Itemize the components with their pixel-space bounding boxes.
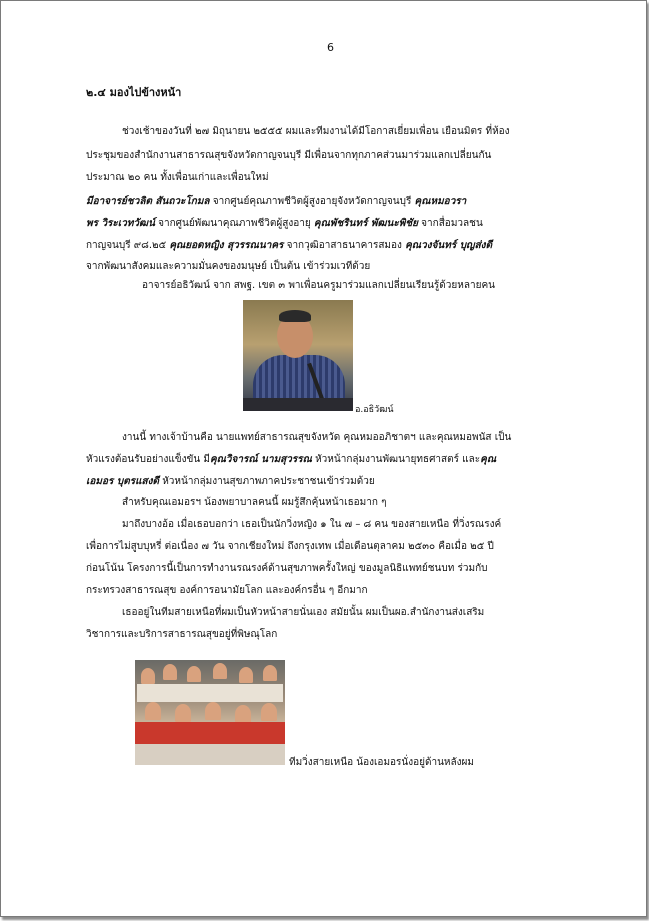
photo-person xyxy=(261,703,277,721)
person-name: คุณพัชรินทร์ พัฒนะพิชัย xyxy=(313,218,418,229)
person-name: คุณ xyxy=(480,454,497,465)
paragraph-line xyxy=(86,453,496,467)
paragraph-line xyxy=(86,195,466,209)
paragraph-line xyxy=(86,217,483,231)
photo-person xyxy=(263,665,277,681)
team-photo xyxy=(135,660,285,765)
text-run: จากวุฒิอาสาธนาคารสมอง xyxy=(283,240,406,251)
photo-person xyxy=(239,667,253,683)
paragraph-line: กระทรวงสาธารณสุข องค์การอนามัยโลก และองค์กรอื่น ๆ อีกมาก xyxy=(86,585,368,596)
section-heading: ๒.๔ มองไปข้างหน้า xyxy=(86,86,182,99)
speaker-photo xyxy=(243,300,353,411)
photo-person xyxy=(235,705,251,723)
photo-person xyxy=(213,663,227,679)
text-run: จากศูนย์คุณภาพชีวิตผู้สูงอายุจังหวัดกาญจนบุรี xyxy=(209,196,415,207)
person-name: คุณวงจันทร์ บุญส่งดี xyxy=(405,240,493,251)
text-run: จากศูนย์พัฒนาคุณภาพชีวิตผู้สูงอายุ xyxy=(154,218,314,229)
photo-table xyxy=(243,398,353,411)
text-run: กาญจนบุรี ๙๘.๒๕ xyxy=(86,240,170,251)
person-name: คุณยอดหญิง สุวรรณนาคร xyxy=(169,240,284,251)
photo-shirts xyxy=(137,684,283,702)
paragraph-line: ประมาณ ๒๐ คน ทั้งเพื่อนเก่าและเพื่อนใหม่ xyxy=(86,172,269,183)
paragraph-line: อาจารย์อธิวัฒน์ จาก สพฐ. เขต ๓ พาเพื่อนครูมาร่วมแลกเปลี่ยนเรียนรู้ด้วยหลายคน xyxy=(142,280,495,291)
photo-person xyxy=(175,704,191,722)
text-run: หัวแรงต้อนรับอย่างแข็งขัน มี xyxy=(86,454,210,465)
photo-caption: ทีมวิ่งสายเหนือ น้องเอมอรนั่งอยู่ด้านหลังผม xyxy=(289,757,474,768)
paragraph-line: งานนี้ ทางเจ้าบ้านคือ นายแพทย์สาธารณสุขจังหวัด คุณหมออภิชาตฯ และคุณหมอพนัส เป็น xyxy=(122,432,512,443)
photo-front-row xyxy=(135,744,285,765)
paragraph-line xyxy=(86,239,492,253)
paragraph-line: วิชาการและบริการสาธารณสุขอยู่ที่พิษณุโลก xyxy=(86,629,278,640)
paragraph-line: สำหรับคุณเอมอรฯ น้องพยาบาลคนนี้ ผมรู้สึกคุ้นหน้าเธอมาก ๆ xyxy=(122,497,387,508)
person-name: เอมอร บุตรแสงดี xyxy=(86,476,160,487)
photo-person xyxy=(187,666,201,682)
photo-caption: อ.อธิวัฒน์ xyxy=(355,405,394,415)
photo-person xyxy=(145,702,161,720)
photo-person xyxy=(141,668,155,684)
paragraph-line: ประชุมของสำนักงานสาธารณสุขจังหวัดกาญจนบุรี มีเพื่อนจากทุกภาคส่วนมาร่วมแลกเปลี่ยนกัน xyxy=(86,150,492,161)
photo-person xyxy=(163,664,177,680)
text-run: จากสื่อมวลชน xyxy=(418,218,483,229)
text-run: หัวหน้ากลุ่มงานสุขภาพภาคประชาชนเข้าร่วมด้วย xyxy=(159,476,375,487)
person-name: พร วิระเวทวัฒน์ xyxy=(86,218,155,229)
page-number: 6 xyxy=(327,41,334,54)
paragraph-line: ก่อนโน้น โครงการนี้เป็นการทำงานรณรงค์ด้านสุขภาพครั้งใหญ่ ของมูลนิธิแพทย์ชนบท ร่วมกับ xyxy=(86,563,488,574)
photo-person xyxy=(205,702,221,720)
paragraph-line: จากพัฒนาสังคมและความมั่นคงของมนุษย์ เป็นต้น เข้าร่วมเวทีด้วย xyxy=(86,261,371,272)
paragraph-line: ช่วงเช้าของวันที่ ๒๗ มิถุนายน ๒๕๕๕ ผมและทีมงานได้มีโอกาสเยี่ยมเพื่อน เยือนมิตร ที่ห้อง xyxy=(122,126,510,137)
paragraph-line: เพื่อการไม่สูบบุหรี่ ต่อเนื่อง ๗ วัน จากเชียงใหม่ ถึงกรุงเทพ เมื่อเดือนตุลาคม ๒๕๓๐ คือเมื่อ ๒๕ ปี xyxy=(86,541,494,552)
paragraph-line: มาถึงบางอ้อ เมื่อเธอบอกว่า เธอเป็นนักวิ่งหญิง ๑ ใน ๗ – ๘ คน ของสายเหนือ ที่วิ่งรณรงค์ xyxy=(122,519,502,530)
text-run: หัวหน้ากลุ่มงานพัฒนายุทธศาสตร์ และ xyxy=(311,454,481,465)
person-name: คุณหมอวรา xyxy=(414,196,467,207)
photo-red-shirts xyxy=(135,722,285,744)
paragraph-line: เธออยู่ในทีมสายเหนือที่ผมเป็นหัวหน้าสายนั่นเอง สมัยนั้น ผมเป็นผอ.สำนักงานส่งเสริม xyxy=(122,607,485,618)
person-name: มีอาจารย์ชวลิต สันถวะโกมล xyxy=(86,196,210,207)
photo-hair xyxy=(279,310,311,322)
person-name: คุณวิจารณ์ นามสุวรรณ xyxy=(209,454,312,465)
paragraph-line xyxy=(86,475,375,489)
